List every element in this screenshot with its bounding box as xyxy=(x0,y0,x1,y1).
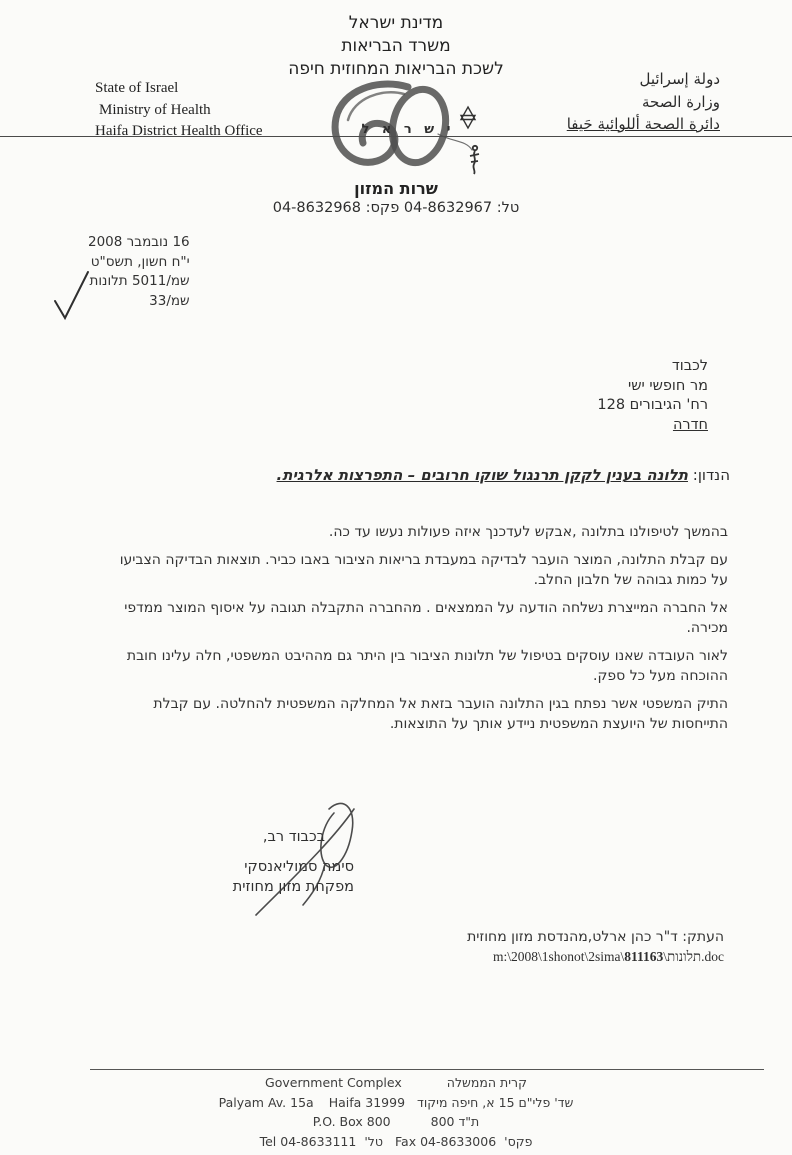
department-phone-fax: טל: 04-8632967 פקס: 04-8632968 xyxy=(272,200,520,216)
footer-fax-en: Fax 04-8633006 xyxy=(395,1133,497,1149)
copy-recipient: העתק: ד"ר כהן ארלט,מהנדסת מזון מחוזית xyxy=(467,929,724,945)
footer-pobox-he: ת"ד 800 xyxy=(430,1114,480,1129)
subject-text: תלונה בענין לקקן תרנגול שוקו חרובים – התפרצות אלרגית. xyxy=(276,466,688,484)
body-line: על כמות גבוהה של חלבון החלב. xyxy=(533,572,728,588)
footer-line-phones xyxy=(0,1132,792,1152)
letterhead-english-line: Haifa District Health Office xyxy=(95,123,263,139)
star-of-david-icon xyxy=(461,107,475,128)
letterhead-arabic-line: دولة إسرائيل xyxy=(639,70,720,88)
footer-fax-he: פקס' xyxy=(504,1133,533,1149)
body-paragraph xyxy=(120,694,728,734)
letterhead-english-line: State of Israel xyxy=(95,80,179,96)
letter-date-gregorian: 16 נובמבר 2008 xyxy=(88,234,190,250)
israel-60-logo-svg xyxy=(320,80,492,176)
subject-line xyxy=(277,466,730,484)
body-paragraph xyxy=(120,550,728,590)
footer-pobox-en: P.O. Box 800 xyxy=(312,1114,391,1129)
letterhead-english xyxy=(95,78,263,143)
letterhead-arabic xyxy=(567,68,720,136)
file-path-separator: \ xyxy=(663,949,668,964)
body-line: ההוכחה מעל כל ספק. xyxy=(593,668,728,684)
letterhead-hebrew-line: משרד הבריאות xyxy=(341,36,451,56)
recipient-block xyxy=(597,357,708,435)
body-paragraph xyxy=(120,646,728,686)
footer-street-en: Palyam Av. 15a xyxy=(218,1094,314,1110)
closing-phrase: בכבוד רב, xyxy=(262,829,325,845)
body-line: בהמשך לטיפולנו בתלונה ,אבקש לעדכנך איזה פעולות נעשו עד כה. xyxy=(328,524,728,540)
body-paragraph xyxy=(120,598,728,638)
letter-body xyxy=(120,522,728,742)
reference-number: שמ/33 xyxy=(149,292,190,309)
file-path-prefix: m:\2008\1shonot\2sima\ xyxy=(492,949,625,964)
israel-60-logo-icon xyxy=(320,80,492,180)
file-path xyxy=(467,947,724,967)
signer-title: מפקחת מזון מחוזית xyxy=(232,879,354,895)
recipient-name: מר חופשי ישי xyxy=(627,377,708,394)
footer-city-zip-en: Haifa 31999 xyxy=(328,1094,406,1110)
letterhead-arabic-line: وزارة الصحة xyxy=(642,92,720,111)
body-line: לאור העובדה שאנו עוסקים בטיפול של תלונות הציבור בין היתר גם מההיבט המשפטי, חלה עלינו חובת xyxy=(126,648,728,664)
body-paragraph xyxy=(120,522,728,542)
footer-line-complex xyxy=(0,1073,792,1093)
letterhead-hebrew-line: מדינת ישראל xyxy=(348,13,444,33)
body-line: עם קבלת התלונה, המוצר הועבר לבדיקה במעבדת בריאות הציבור באבו כביר. תוצאות הבדיקה הצביעו xyxy=(119,552,728,568)
recipient-street: רח' הגיבורים 128 xyxy=(597,397,708,413)
footer-street-he: שד' פלי"ם 15 א, חיפה מיקוד xyxy=(417,1094,574,1110)
handwritten-signature xyxy=(246,793,366,925)
body-line: מכירה. xyxy=(686,620,728,636)
body-line: אל החברה המייצרת נשלחה הודעה על הממצאים . מהחברה התקבלה תגובה על איסוף המוצר ממדפי xyxy=(124,600,728,616)
subject-label: הנדון: xyxy=(692,466,730,484)
recipient-salutation: לכבוד xyxy=(671,358,708,374)
body-line: התיק המשפטי אשר נפתח בגין התלונה הועבר בזאת אל המחלקה המשפטית להחלטה. עם קבלת xyxy=(153,696,728,712)
copy-block xyxy=(467,927,724,967)
footer-line-pobox xyxy=(0,1112,792,1132)
file-path-extension: .doc xyxy=(701,949,724,964)
file-path-hebrew-word: תלונות xyxy=(667,949,702,964)
footer-divider xyxy=(90,1069,764,1070)
letterhead-english-line: Ministry of Health xyxy=(99,101,211,118)
recipient-city: חדרה xyxy=(672,416,708,433)
logo-israel-text: י ש ר א ל xyxy=(361,122,455,137)
letterhead-hebrew-line: לשכת הבריאות המחוזית חיפה xyxy=(288,59,504,79)
department-name: שרות המזון xyxy=(354,179,438,198)
footer-complex-he: קרית הממשלה xyxy=(446,1075,527,1090)
handwritten-checkmark-icon xyxy=(52,268,92,328)
body-line: התייחסות של היועצת המשפטית ניידע אותך על התוצאות. xyxy=(389,716,728,732)
letter-date-hebrew: י"ח חשון, תשס"ט xyxy=(90,253,190,270)
footer-tel-he: טל' xyxy=(364,1133,383,1149)
reference-number: שמ/5011 תלונות xyxy=(89,273,190,289)
footer-complex-en: Government Complex xyxy=(265,1075,402,1090)
footer-line-street xyxy=(0,1093,792,1113)
letterhead-arabic-line: دائرة الصحة أللوائية حَيفا xyxy=(566,115,720,133)
reference-block xyxy=(88,233,190,311)
file-path-number: 811163 xyxy=(624,949,664,964)
footer-tel-en: Tel 04-8633111 xyxy=(259,1133,357,1149)
signer-name: סימה סמוליאנסקי xyxy=(244,859,354,875)
footer-address-block xyxy=(0,1073,792,1151)
